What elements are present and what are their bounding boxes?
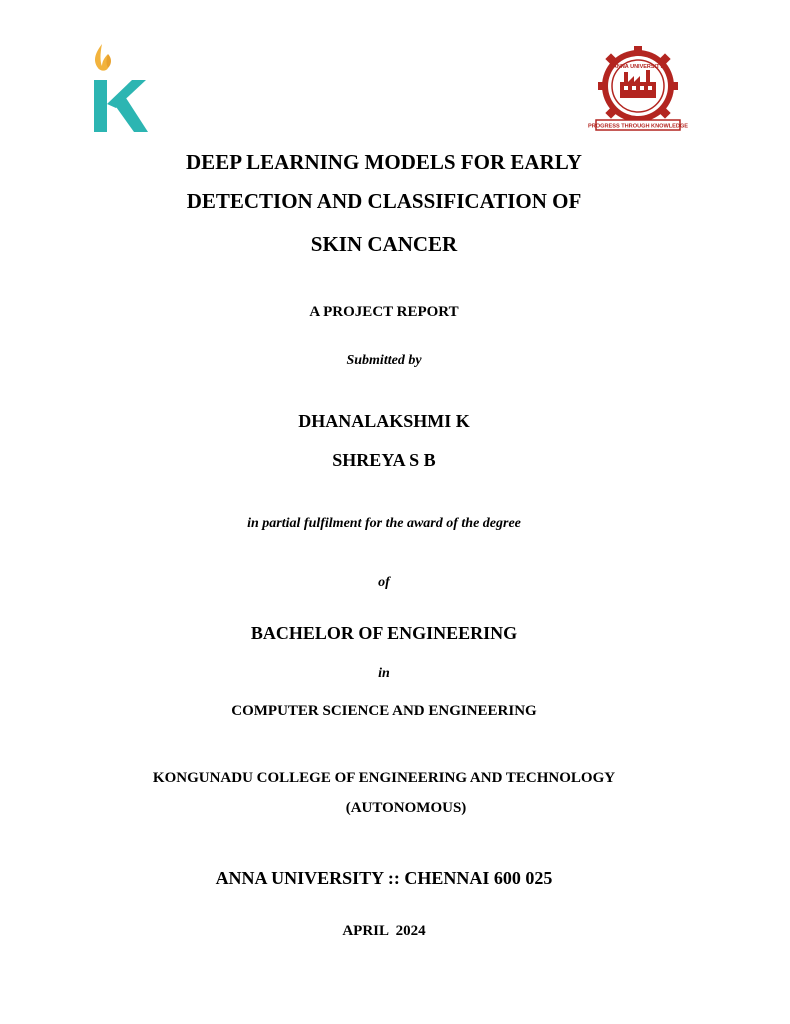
- title-line-3: SKIN CANCER: [310, 232, 458, 256]
- author-1: DHANALAKSHMI K: [298, 411, 470, 431]
- title-line-1: DEEP LEARNING MODELS FOR EARLY: [186, 150, 582, 174]
- kongu-k-logo-icon: [86, 42, 150, 134]
- university-name: ANNA UNIVERSITY :: CHENNAI 600 025: [215, 868, 553, 888]
- title-line-2: DETECTION AND CLASSIFICATION OF: [186, 189, 582, 213]
- college-status: (AUTONOMOUS): [345, 800, 467, 816]
- submission-date: APRIL 2024: [342, 923, 426, 939]
- degree-name: BACHELOR OF ENGINEERING: [250, 623, 518, 643]
- author-2: SHREYA S B: [332, 450, 436, 470]
- of-text: of: [378, 575, 390, 590]
- college-name: KONGUNADU COLLEGE OF ENGINEERING AND TECHNOLOGY: [152, 770, 616, 786]
- branch-name: COMPUTER SCIENCE AND ENGINEERING: [231, 703, 537, 719]
- in-text: in: [378, 666, 390, 681]
- partial-fulfilment-text: in partial fulfilment for the award of the degree: [247, 516, 521, 531]
- report-type: A PROJECT REPORT: [309, 304, 459, 320]
- seal-top-text: ANNA UNIVERSITY: [612, 64, 664, 70]
- anna-university-seal-icon: [587, 44, 689, 132]
- seal-motto: PROGRESS THROUGH KNOWLEDGE: [587, 123, 689, 130]
- submitted-by: Submitted by: [346, 353, 422, 368]
